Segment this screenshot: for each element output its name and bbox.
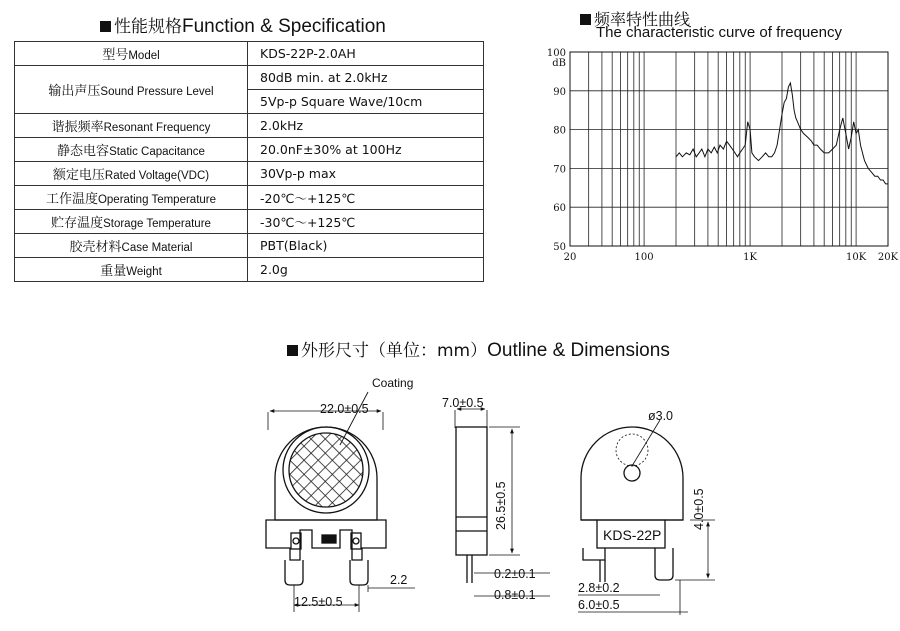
dim-pin-len: 4.0±0.5 — [692, 488, 706, 530]
coating-label: Coating — [372, 376, 414, 390]
chart-y-tick-label: 80 — [553, 125, 566, 137]
spec-value-cell: -30℃～+125℃ — [248, 210, 484, 234]
spec-value-cell: 5Vp-p Square Wave/10cm — [248, 90, 484, 114]
spec-param-cn: 输出声压 — [48, 84, 101, 99]
dim-hole: ø3.0 — [648, 409, 674, 423]
freq-title-en: The characteristic curve of frequency — [596, 24, 842, 41]
chart-y-tick-label: 70 — [553, 164, 566, 176]
dim-thickness: 7.0±0.5 — [442, 396, 484, 410]
dim-6-0: 6.0±0.5 — [578, 598, 620, 612]
spec-param-en: Weight — [126, 266, 162, 278]
spec-value-cell: 2.0kHz — [248, 114, 484, 138]
dim-2-8: 2.8±0.2 — [578, 581, 620, 595]
spec-value-cell: 80dB min. at 2.0kHz — [248, 66, 484, 90]
spec-param-en: Rated Voltage(VDC) — [104, 170, 210, 182]
spec-param-cn: 额定电压 — [52, 168, 105, 183]
chart-y-tick-label: 100 — [546, 48, 566, 59]
spec-param-en: Resonant Frequency — [103, 122, 211, 134]
chart-y-tick-label: 50 — [553, 242, 566, 253]
freq-title-cn: 频率特性曲线 — [580, 7, 690, 30]
spec-param-cn: 谐振频率 — [51, 120, 104, 135]
chart-y-tick-label: 60 — [553, 203, 566, 215]
spec-value-cell: PBT(Black) — [248, 234, 484, 258]
spec-param-en: Storage Temperature — [103, 218, 211, 230]
chart-y-axis-label: dB — [552, 58, 566, 69]
spec-value-cell: 20.0nF±30% at 100Hz — [248, 138, 484, 162]
chart-x-tick-label: 20 — [563, 252, 577, 263]
spec-param-en: Operating Temperature — [97, 194, 217, 206]
spec-value-cell: KDS-22P-2.0AH — [248, 42, 484, 66]
chart-x-tick-label: 20K — [877, 252, 899, 263]
spec-param-en: Static Capacitance — [109, 146, 205, 158]
chart-x-tick-label: 100 — [634, 252, 654, 263]
dim-0-2: 0.2±0.1 — [494, 567, 536, 581]
spec-param-en: Model — [128, 50, 160, 62]
dim-0-8: 0.8±0.1 — [494, 588, 536, 602]
chart-x-tick-label: 1K — [743, 252, 758, 263]
dim-2-2: 2.2 — [390, 573, 408, 587]
dim-pin-pitch: 12.5±0.5 — [294, 595, 343, 609]
dim-width: 22.0±0.5 — [320, 402, 369, 416]
spec-value-cell: 2.0g — [248, 258, 484, 282]
spec-section-title: 性能规格Function & Specification — [100, 12, 386, 38]
dim-height: 26.5±0.5 — [494, 481, 508, 530]
spec-param-cn: 重量 — [100, 264, 127, 279]
spec-value-cell: -20℃～+125℃ — [248, 186, 484, 210]
part-label: KDS-22P — [603, 527, 662, 543]
spec-value-cell: 30Vp-p max — [248, 162, 484, 186]
chart-y-tick-label: 90 — [553, 86, 566, 98]
spec-param-cn: 贮存温度 — [51, 216, 104, 231]
spec-param-cn: 静态电容 — [57, 144, 110, 159]
spec-param-cn: 工作温度 — [45, 192, 98, 207]
outline-section-title: 外形尺寸（单位：mm）Outline & Dimensions — [287, 336, 670, 362]
spec-param-en: Sound Pressure Level — [100, 86, 214, 98]
coating-mesh — [289, 433, 363, 507]
spec-param-en: Case Material — [121, 242, 193, 254]
chart-x-tick-label: 10K — [845, 252, 867, 263]
spec-param-cn: 型号 — [102, 48, 129, 63]
spec-param-cn: 胶壳材料 — [69, 240, 122, 255]
